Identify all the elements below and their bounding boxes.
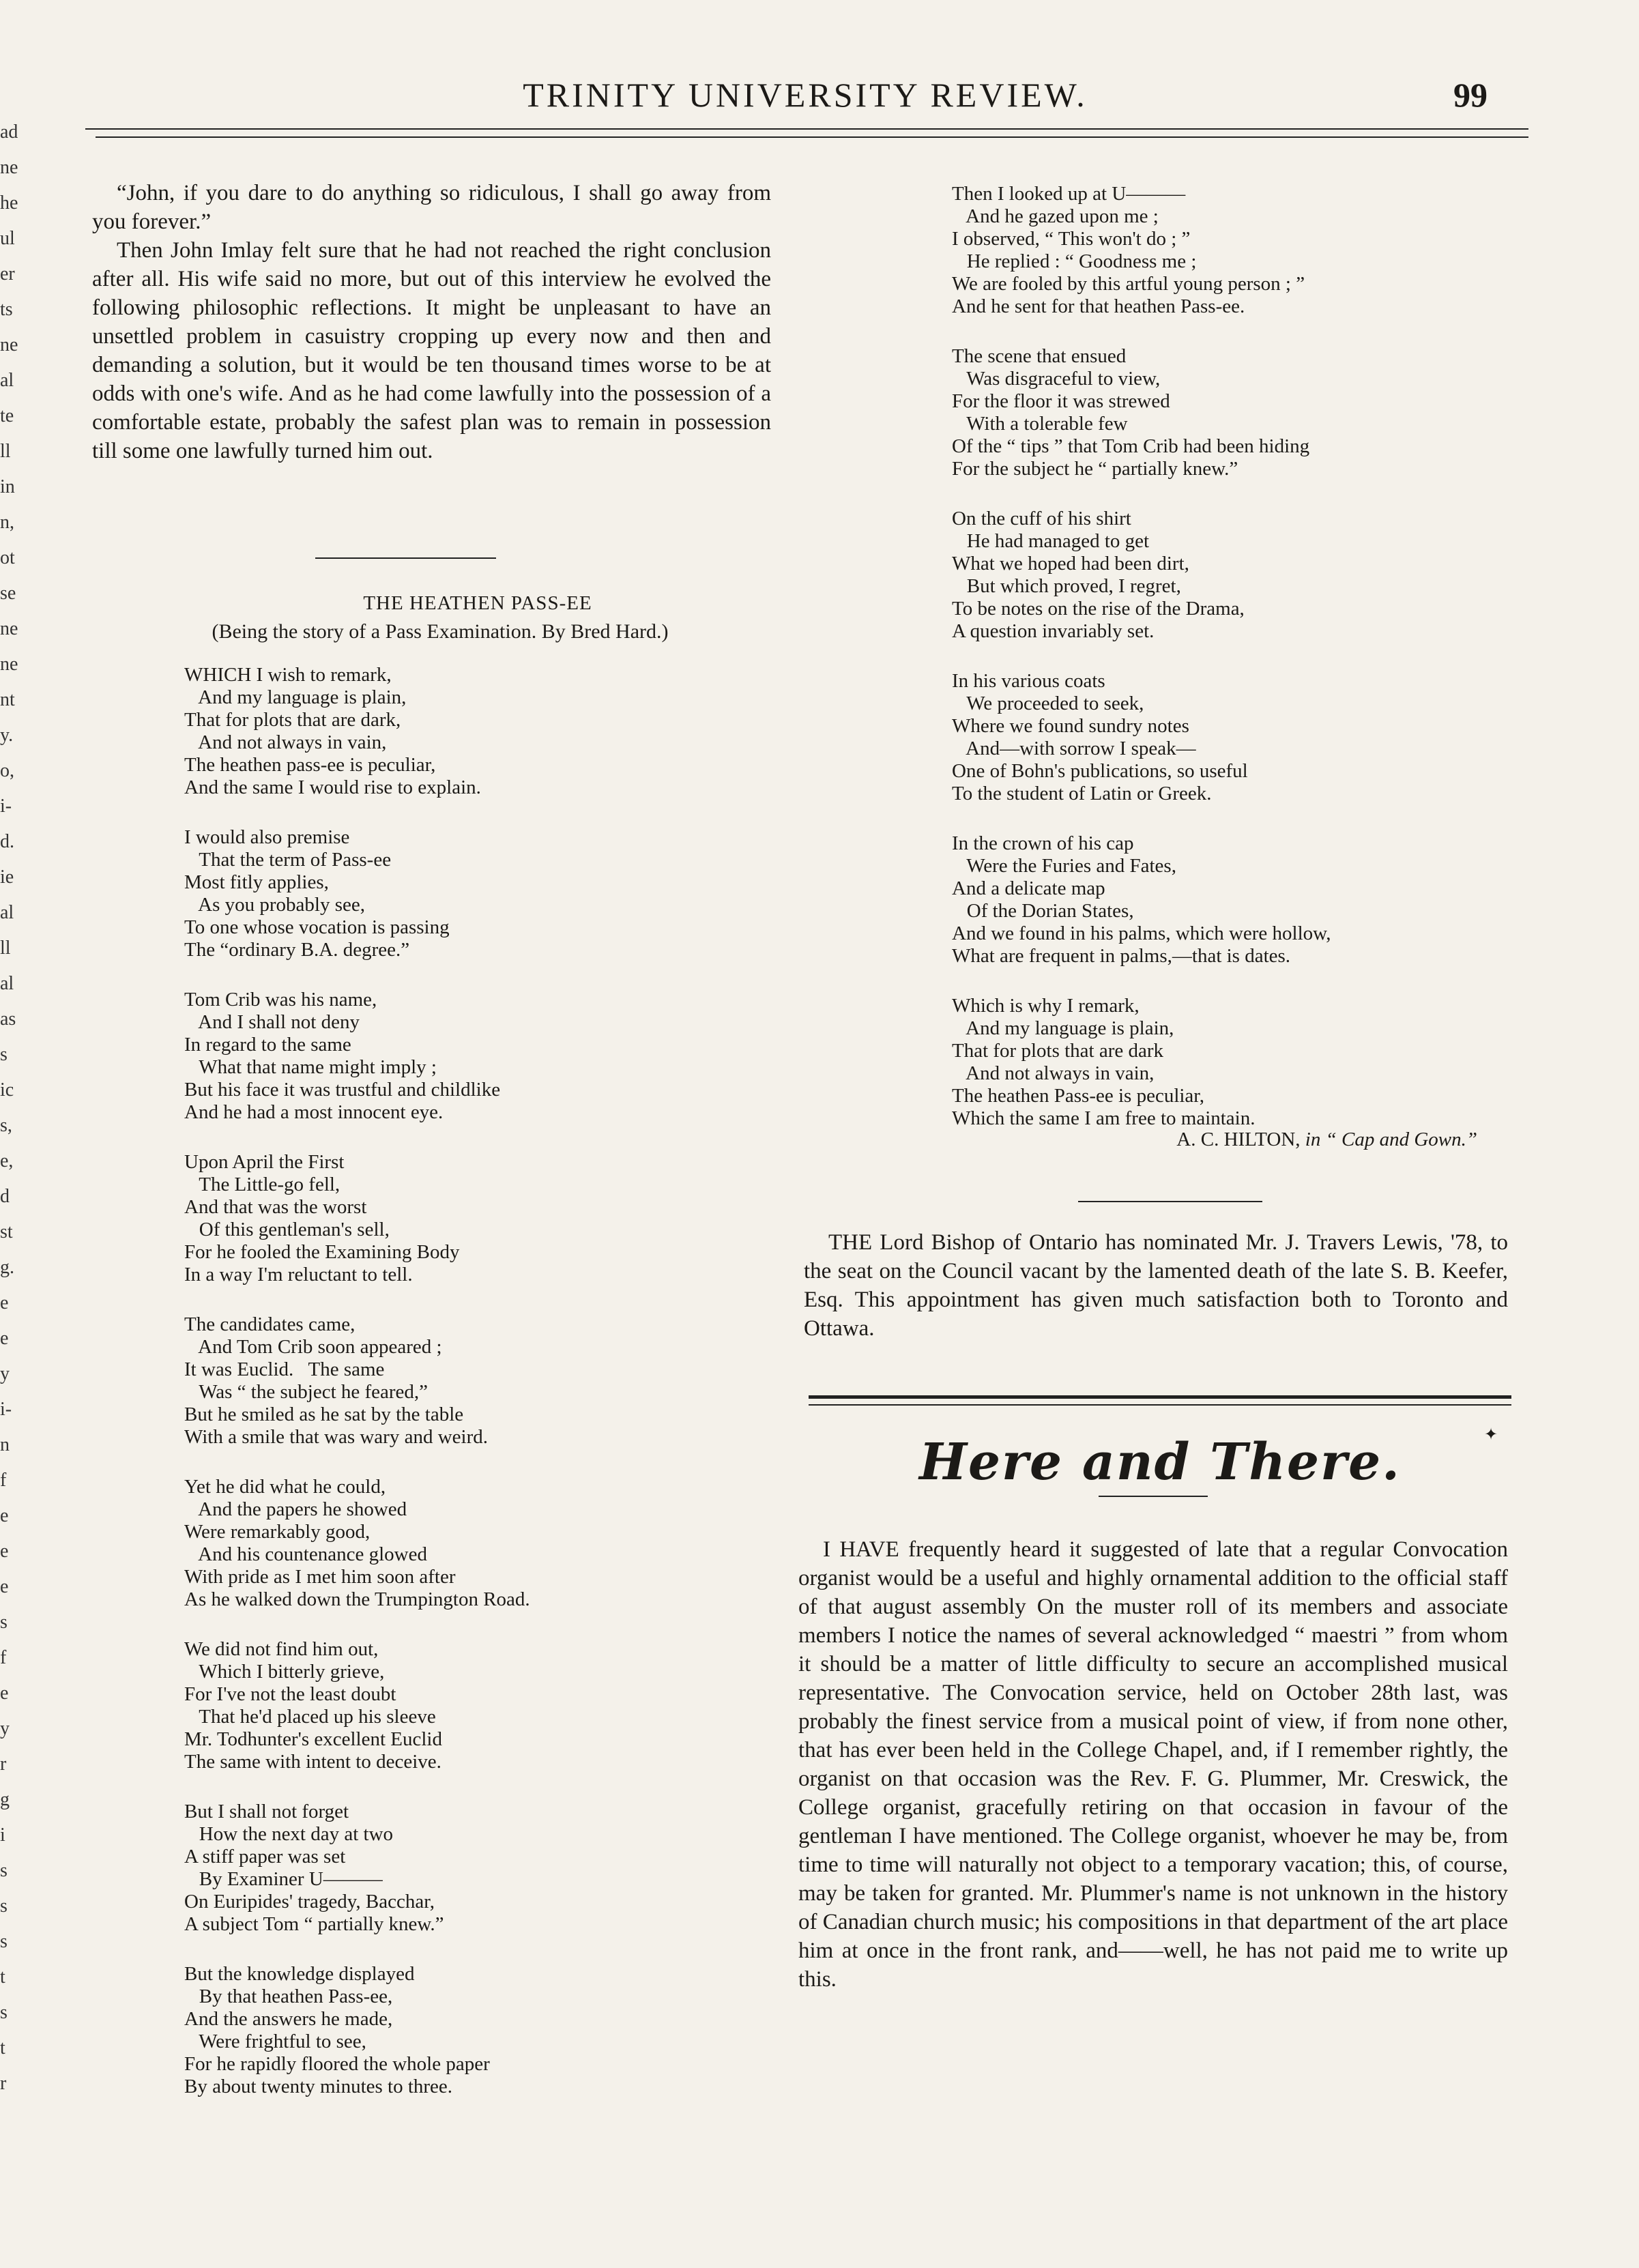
gutter-fragment: s, xyxy=(0,1115,12,1136)
gutter-fragment: ne xyxy=(0,157,18,178)
header-rule-2 xyxy=(96,136,1528,138)
poem-line: For the subject he “ partially knew.” xyxy=(952,458,1238,480)
gutter-fragment: nt xyxy=(0,689,15,710)
prose-paragraph: Then John Imlay felt sure that he had not reached the right conclusion after all. His wife said no more, but out of this interview he evolved the following philosophic reflections. It might be unpleasant to have an unsettled problem in casuistry cropping up every now and then and demanding a solution, but it would be ten thousand times worse to be at odds with one's wife. And as he had come lawfully into the possession of a comfortable estate, probably the safest plan was to remain in possession till some one lawfully turned him out. xyxy=(92,238,771,463)
left-column xyxy=(92,179,771,465)
poem-line: Was “ the subject he feared,” xyxy=(184,1381,429,1403)
poem-line: And the answers he made, xyxy=(184,2008,393,2030)
poem-stanza xyxy=(952,995,1498,1130)
gutter-fragment: ul xyxy=(0,228,15,249)
poem-line: By about twenty minutes to three. xyxy=(184,2076,453,2097)
gutter-fragment: se xyxy=(0,583,16,604)
prose-paragraph: “John, if you dare to do anything so ridiculous, I shall go away from you forever.” xyxy=(92,181,771,234)
poem-stanza xyxy=(184,1638,771,1773)
poem-line: It was Euclid. The same xyxy=(184,1358,385,1380)
poem-line: What that name might imply ; xyxy=(184,1056,437,1078)
gutter-fragment: d xyxy=(0,1186,10,1207)
section-divider xyxy=(1078,1201,1262,1202)
gutter-fragment: s xyxy=(0,1895,8,1917)
gutter-fragment: i- xyxy=(0,1399,12,1420)
gutter-fragment: g xyxy=(0,1789,10,1810)
poem-line: And my language is plain, xyxy=(184,686,407,708)
gutter-fragment: y xyxy=(0,1718,10,1739)
poem-line: And not always in vain, xyxy=(184,731,387,753)
poem-stanza xyxy=(952,183,1498,318)
gutter-fragment: ne xyxy=(0,618,18,639)
poem-line: But I shall not forget xyxy=(184,1801,349,1822)
gutter-fragment: ne xyxy=(0,334,18,355)
poem-line: Which I bitterly grieve, xyxy=(184,1661,385,1683)
poem-line: The scene that ensued xyxy=(952,345,1127,367)
gutter-fragment: y. xyxy=(0,725,14,746)
poem-stanza xyxy=(184,1476,771,1611)
gutter-fragment: ad xyxy=(0,123,18,143)
gutter-fragment: s xyxy=(0,1931,8,1952)
gutter-fragment: s xyxy=(0,1044,8,1065)
poem-line: We are fooled by this artful young person ; ” xyxy=(952,273,1305,295)
poem-line: A stiff paper was set xyxy=(184,1846,346,1867)
gutter-fragment: e, xyxy=(0,1150,14,1172)
poem-stanza xyxy=(952,345,1498,480)
poem-line: Mr. Todhunter's excellent Euclid xyxy=(184,1728,442,1750)
poem-line: With a tolerable few xyxy=(952,413,1128,435)
journal-title: TRINITY UNIVERSITY REVIEW. xyxy=(523,76,1088,114)
poem-line: Most fitly applies, xyxy=(184,871,329,893)
notice-block xyxy=(804,1228,1508,1343)
poem-stanza xyxy=(184,1313,771,1449)
gutter-fragment: st xyxy=(0,1221,13,1242)
gutter-fragment: n, xyxy=(0,512,14,533)
poem-line: By Examiner U——— xyxy=(184,1868,383,1890)
poem-line: And the same I would rise to explain. xyxy=(184,776,481,798)
poem-line: Was disgraceful to view, xyxy=(952,368,1161,390)
poem-line: On Euripides' tragedy, Bacchar, xyxy=(184,1891,435,1913)
poem-line: Where we found sundry notes xyxy=(952,715,1189,737)
poem-line: For I've not the least doubt xyxy=(184,1683,396,1705)
poem-line: A question invariably set. xyxy=(952,620,1155,642)
poem-line: And Tom Crib soon appeared ; xyxy=(184,1336,442,1358)
poem-line: For he rapidly floored the whole paper xyxy=(184,2053,490,2075)
poem-line: And not always in vain, xyxy=(952,1062,1155,1084)
poem-line: The candidates came, xyxy=(184,1313,356,1335)
gutter-fragment: f xyxy=(0,1470,7,1491)
gutter-fragment: o, xyxy=(0,760,14,781)
poem-title: THE HEATHEN PASS-EE xyxy=(363,592,592,614)
poem-line: With pride as I met him soon after xyxy=(184,1566,456,1588)
poem-line: To one whose vocation is passing xyxy=(184,916,450,938)
poem-line: The heathen Pass-ee is peculiar, xyxy=(952,1085,1205,1107)
gutter-fragment: r xyxy=(0,2073,7,2094)
gutter-fragment: s xyxy=(0,1860,8,1881)
poem-line: As he walked down the Trumpington Road. xyxy=(184,1588,530,1610)
poem-line: Upon April the First xyxy=(184,1151,345,1173)
gutter-fragment: e xyxy=(0,1328,9,1349)
gutter-fragment: r xyxy=(0,1754,7,1775)
poem-line: And he gazed upon me ; xyxy=(952,205,1159,227)
page-number: 99 xyxy=(1453,76,1488,114)
poem-line: And we found in his palms, which were hollow, xyxy=(952,922,1331,944)
poem-line: But the knowledge displayed xyxy=(184,1963,415,1985)
gutter-fragment: t xyxy=(0,2037,5,2059)
poem-line: And that was the worst xyxy=(184,1196,367,1218)
signature-source: in “ Cap and Gown.” xyxy=(1305,1129,1477,1150)
poem-line: In a way I'm reluctant to tell. xyxy=(184,1264,413,1285)
poem-line: I observed, “ This won't do ; ” xyxy=(952,228,1191,250)
gutter-fragment: y xyxy=(0,1363,10,1384)
poem-stanza xyxy=(184,1151,771,1286)
gutter-fragment: e xyxy=(0,1292,9,1313)
stanza-list xyxy=(952,183,1498,1130)
poem-line: What are frequent in palms,—that is dates. xyxy=(952,945,1291,967)
gutter-fragment: t xyxy=(0,1966,5,1988)
poem-line: And he sent for that heathen Pass-ee. xyxy=(952,295,1245,317)
poem-line: Were frightful to see, xyxy=(184,2031,366,2052)
gutter-fragment: s xyxy=(0,1612,8,1633)
gutter-fragment: i xyxy=(0,1824,5,1846)
gutter-fragment: in xyxy=(0,476,15,497)
poem-line: But his face it was trustful and childlike xyxy=(184,1079,501,1101)
poem-stanza xyxy=(952,832,1498,968)
poem-line: To the student of Latin or Greek. xyxy=(952,783,1212,804)
gutter-fragment: d. xyxy=(0,831,14,852)
header-rule xyxy=(85,128,1528,130)
poem-line: That for plots that are dark, xyxy=(184,709,401,731)
gutter-fragment: s xyxy=(0,2002,8,2023)
poem-line: And—with sorrow I speak— xyxy=(952,738,1196,759)
gutter-fragment: ie xyxy=(0,867,14,888)
gutter-fragment: al xyxy=(0,370,14,391)
signature xyxy=(952,1129,1498,1151)
poem-line: Were remarkably good, xyxy=(184,1521,371,1543)
gutter-fragment: as xyxy=(0,1008,16,1030)
section-divider xyxy=(315,557,496,559)
poem-line: With a smile that was wary and weird. xyxy=(184,1426,488,1448)
poem-line: He had managed to get xyxy=(952,530,1150,552)
gutter-fragment: e xyxy=(0,1541,9,1562)
stanza-list xyxy=(184,664,771,2098)
poem-stanza xyxy=(184,664,771,799)
section-heading-block xyxy=(809,1433,1511,1492)
gutter-fragment: ot xyxy=(0,547,15,568)
poem-line: The same with intent to deceive. xyxy=(184,1751,441,1773)
gutter-fragment: al xyxy=(0,902,14,923)
poem-line: For the floor it was strewed xyxy=(952,390,1170,412)
running-header xyxy=(82,75,1528,130)
signature-name: A. C. HILTON, xyxy=(1176,1129,1301,1150)
poem-line: How the next day at two xyxy=(184,1823,394,1845)
poem-line: And his countenance glowed xyxy=(184,1543,427,1565)
poem-stanza xyxy=(952,670,1498,805)
poem-stanza xyxy=(952,508,1498,643)
poem-line: That he'd placed up his sleeve xyxy=(184,1706,436,1728)
poem-line: A subject Tom “ partially knew.” xyxy=(184,1913,444,1935)
poem-line: Which the same I am free to maintain. xyxy=(952,1107,1256,1129)
gutter-fragment: e xyxy=(0,1576,9,1597)
poem-line: And a delicate map xyxy=(952,877,1105,899)
poem-stanza xyxy=(184,1801,771,1936)
section-rule xyxy=(809,1395,1511,1399)
poem-line: Of the “ tips ” that Tom Crib had been hiding xyxy=(952,435,1310,457)
poem-line: He replied : “ Goodness me ; xyxy=(952,250,1197,272)
poem-line: Yet he did what he could, xyxy=(184,1476,386,1498)
gutter-fragment: i- xyxy=(0,796,12,817)
poem-line: Were the Furies and Fates, xyxy=(952,855,1176,877)
poem-line: We did not find him out, xyxy=(184,1638,379,1660)
poem-line: Of the Dorian States, xyxy=(952,900,1134,922)
gutter-fragment: g. xyxy=(0,1257,14,1278)
poem-left xyxy=(184,592,771,2125)
poem-stanza xyxy=(184,989,771,1124)
section-rule-2 xyxy=(809,1404,1511,1406)
ornament-mark: ✦ xyxy=(1484,1426,1498,1444)
section-body xyxy=(798,1535,1508,1994)
poem-line: What we hoped had been dirt, xyxy=(952,553,1189,575)
poem-line: Tom Crib was his name, xyxy=(184,989,377,1011)
poem-line: The “ordinary B.A. degree.” xyxy=(184,939,410,961)
poem-line: And he had a most innocent eye. xyxy=(184,1101,444,1123)
poem-line: In his various coats xyxy=(952,670,1105,692)
poem-line: One of Bohn's publications, so useful xyxy=(952,760,1248,782)
poem-stanza xyxy=(184,826,771,961)
section-paragraph: I HAVE frequently heard it suggested of late that a regular Convocation organist would be a useful and highly ornamental addition to the official staff of that august assembly On the muster roll of its members and associate members I notice the names of several acknowledged “ maestri ” from whom it should be a matter of little difficulty to secure an accomplished musical representative. The Convocation service, held on October 28th last, was probably the finest service from a musical point of view, if from none other, that has ever been held in the College Chapel, and, if I remember rightly, the organist on that occasion was the Rev. F. G. Plummer, Mr. Creswick, the College organist, gracefully retiring on that occasion in favour of the gentleman I have mentioned. The College organist, whoever he may be, from time to time will naturally not object to a temporary vacation; this, of course, may be taken for granted. Mr. Plummer's name is not unknown in the history of Canadian church music; his compositions in that department of the art place him at once in the front rank, and——well, he has not paid me to write up this. xyxy=(798,1537,1508,1992)
poem-line: Of this gentleman's sell, xyxy=(184,1219,390,1240)
gutter-fragment: al xyxy=(0,973,14,994)
gutter-fragment: ts xyxy=(0,299,13,320)
gutter-fragment: e xyxy=(0,1683,9,1704)
poem-line: Which is why I remark, xyxy=(952,995,1140,1017)
poem-line: Then I looked up at U——— xyxy=(952,183,1186,205)
poem-line: As you probably see, xyxy=(184,894,365,916)
gutter-fragment: ll xyxy=(0,441,11,462)
gutter-fragment: te xyxy=(0,405,14,426)
gutter-fragment: he xyxy=(0,192,18,214)
poem-line: And I shall not deny xyxy=(184,1011,360,1033)
poem-line: On the cuff of his shirt xyxy=(952,508,1131,529)
poem-line: That the term of Pass-ee xyxy=(184,849,392,871)
poem-line: But which proved, I regret, xyxy=(952,575,1181,597)
poem-line: By that heathen Pass-ee, xyxy=(184,1986,393,2007)
gutter-fragment: ll xyxy=(0,937,11,959)
gutter-fragment: ic xyxy=(0,1079,14,1101)
poem-line: And my language is plain, xyxy=(952,1017,1174,1039)
gutter-fragment: n xyxy=(0,1434,10,1455)
gutter-fragment: f xyxy=(0,1647,7,1668)
poem-line: The Little-go fell, xyxy=(184,1174,340,1195)
poem-line: For he fooled the Examining Body xyxy=(184,1241,460,1263)
gutter-fragment: ne xyxy=(0,654,18,675)
poem-line: That for plots that are dark xyxy=(952,1040,1164,1062)
poem-line: In regard to the same xyxy=(184,1034,351,1056)
poem-subtitle: (Being the story of a Pass Examination. By Bred Hard.) xyxy=(212,620,669,643)
poem-line: I would also premise xyxy=(184,826,350,848)
poem-line: The heathen pass-ee is peculiar, xyxy=(184,754,436,776)
adjacent-page-gutter xyxy=(0,123,20,2170)
poem-stanza xyxy=(184,1963,771,2098)
section-heading: Here and There. xyxy=(919,1433,1401,1492)
notice-paragraph: THE Lord Bishop of Ontario has nominated Mr. J. Travers Lewis, '78, to the seat on the Council vacant by the lamented death of the late S. B. Keefer, Esq. This appointment has given much satisfaction both to Toronto and Ottawa. xyxy=(804,1230,1508,1341)
poem-line: To be notes on the rise of the Drama, xyxy=(952,598,1245,620)
poem-line: WHICH I wish to remark, xyxy=(184,664,392,686)
poem-right xyxy=(952,183,1498,1151)
poem-line: And the papers he showed xyxy=(184,1498,407,1520)
poem-line: We proceeded to seek, xyxy=(952,693,1144,714)
heading-underline xyxy=(1099,1496,1208,1497)
poem-line: In the crown of his cap xyxy=(952,832,1134,854)
poem-line: But he smiled as he sat by the table xyxy=(184,1404,464,1425)
gutter-fragment: er xyxy=(0,263,15,285)
gutter-fragment: e xyxy=(0,1505,9,1526)
